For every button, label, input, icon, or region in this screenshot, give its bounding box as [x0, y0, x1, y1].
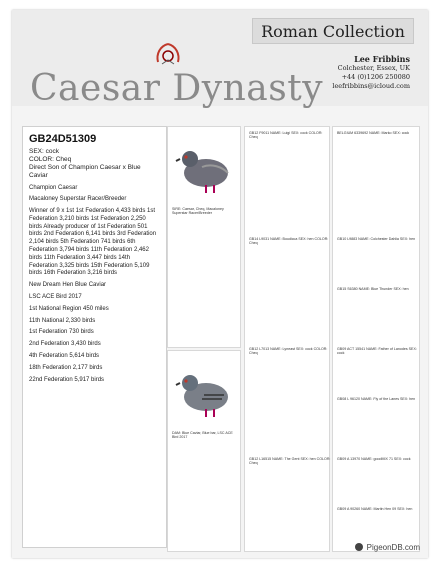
ancestor-card: GB15 S6380 NAME: Blue Thunder SEX: hen: [337, 287, 409, 291]
perf-line-1: LSC ACE Bird 2017: [29, 294, 82, 301]
ancestor-card: GB09 A 13970 NAME: goodMIX 71 SEX: cock: [337, 457, 411, 461]
main-bird-card: [22, 126, 167, 548]
ancestor-card: GB14 L9031 NAME: Boudicca SEX: hen COLOR: Cheq: [249, 237, 329, 246]
brand-title: Caesar Dynasty: [30, 68, 324, 109]
pigeon-photo-icon: [172, 361, 236, 421]
perf-line-5: 2nd Federation 3,430 birds: [29, 341, 101, 348]
perf-title-2: New Dream Hen Blue Caviar: [29, 282, 107, 289]
parentage-text: Direct Son of Champion Caesar x Blue Caviar: [29, 164, 141, 180]
perf-line-4: 1st Federation 730 birds: [29, 329, 94, 336]
contact-location: Colchester, Essex, UK: [337, 64, 410, 72]
dam-text: DAM: Blue Caviar, Blue bar, LSC ACE Bird 2017: [172, 431, 233, 440]
contact-email: leefribbins@icloud.com: [332, 81, 410, 90]
perf-subtitle-1: Macaloney Superstar Racer/Breeder: [29, 196, 127, 203]
perf-line-8: 22nd Federation 5,917 birds: [29, 376, 105, 383]
ancestor-card: GB10 L9883 NAME: Colchester Dahlia SEX: hen: [337, 237, 416, 241]
sire-text: SIRE: Caesar, Cheq, Macaloney Superstar Racer/Breeder: [172, 207, 224, 216]
perf-title-1: Champion Caesar: [29, 184, 78, 191]
perf-line-7: 18th Federation 2,177 birds: [29, 364, 103, 371]
footer-brand[interactable]: [354, 542, 420, 552]
perf-line-6: 4th Federation 5,614 birds: [29, 353, 100, 360]
grandparents-column: [244, 126, 330, 552]
color-text: COLOR: Cheq: [29, 156, 72, 164]
ancestor-card: BELGIUM 6339692 NAME: Marko SEX: cock: [337, 131, 410, 135]
collection-title: Roman Collection: [261, 21, 405, 41]
great-grandparents-column: [332, 126, 420, 552]
contact-block: [290, 54, 410, 90]
ancestor-card: GB12 L7013 NAME: Lyneast SEX: cock COLOR: Cheq: [249, 347, 328, 356]
header: [12, 10, 428, 109]
perf-line-3: 11th National 2,330 birds: [29, 317, 96, 324]
ancestor-card: GB09 A 90260 NAME: Martin Hen 09 SEX: hen: [337, 507, 413, 511]
contact-name: Lee Fribbins: [354, 54, 410, 64]
contact-phone: +44 (0)1206 250080: [341, 72, 410, 81]
footer-text: PigeonDB.com: [366, 542, 420, 552]
perf-body-1: Winner of 9 x 1st 1st Federation 4,433 birds 1st Federation 3,210 birds 1st Federation 2,250 birds Already producer of 1st Federation 501 birds 2nd Federation 6,141 birds 3rd Federation 2,104 birds 5th Federation 741 birds 6th Federation 3,794 birds 11th Federation 2,462 birds 11th Federation 3,447 birds 14th Federation 3,325 birds 15th Federation 5,109 birds 16th Federation 3,216 birds: [29, 208, 157, 277]
perf-line-2: 1st National Region 450 miles: [29, 305, 109, 312]
ancestor-card: GB08 L 96120 NAME: Fly of the Lanes SEX: hen: [337, 397, 416, 401]
ring-number: GB24D51309: [29, 133, 97, 145]
collection-banner: [252, 18, 414, 44]
ancestor-card: GB09 ACT 15541 NAME: Father of Lanodes SEX: cock: [337, 347, 417, 356]
ancestor-card: GB12 L16515 NAME: The Gent SEX: hen COLOR: Cheq: [249, 457, 331, 466]
pedigree-sire-column: [167, 126, 241, 348]
pigeon-photo-icon: [172, 137, 236, 197]
ancestor-card: GB12 F9011 NAME: Luigi SEX: cock COLOR: Cheq: [249, 131, 323, 140]
pedigree-page: [12, 10, 428, 558]
pigeon-logo-icon: [354, 542, 364, 552]
sex-text: SEX: cock: [29, 148, 59, 155]
laurel-logo-icon: [150, 40, 186, 68]
pedigree-dam-column: [167, 350, 241, 552]
